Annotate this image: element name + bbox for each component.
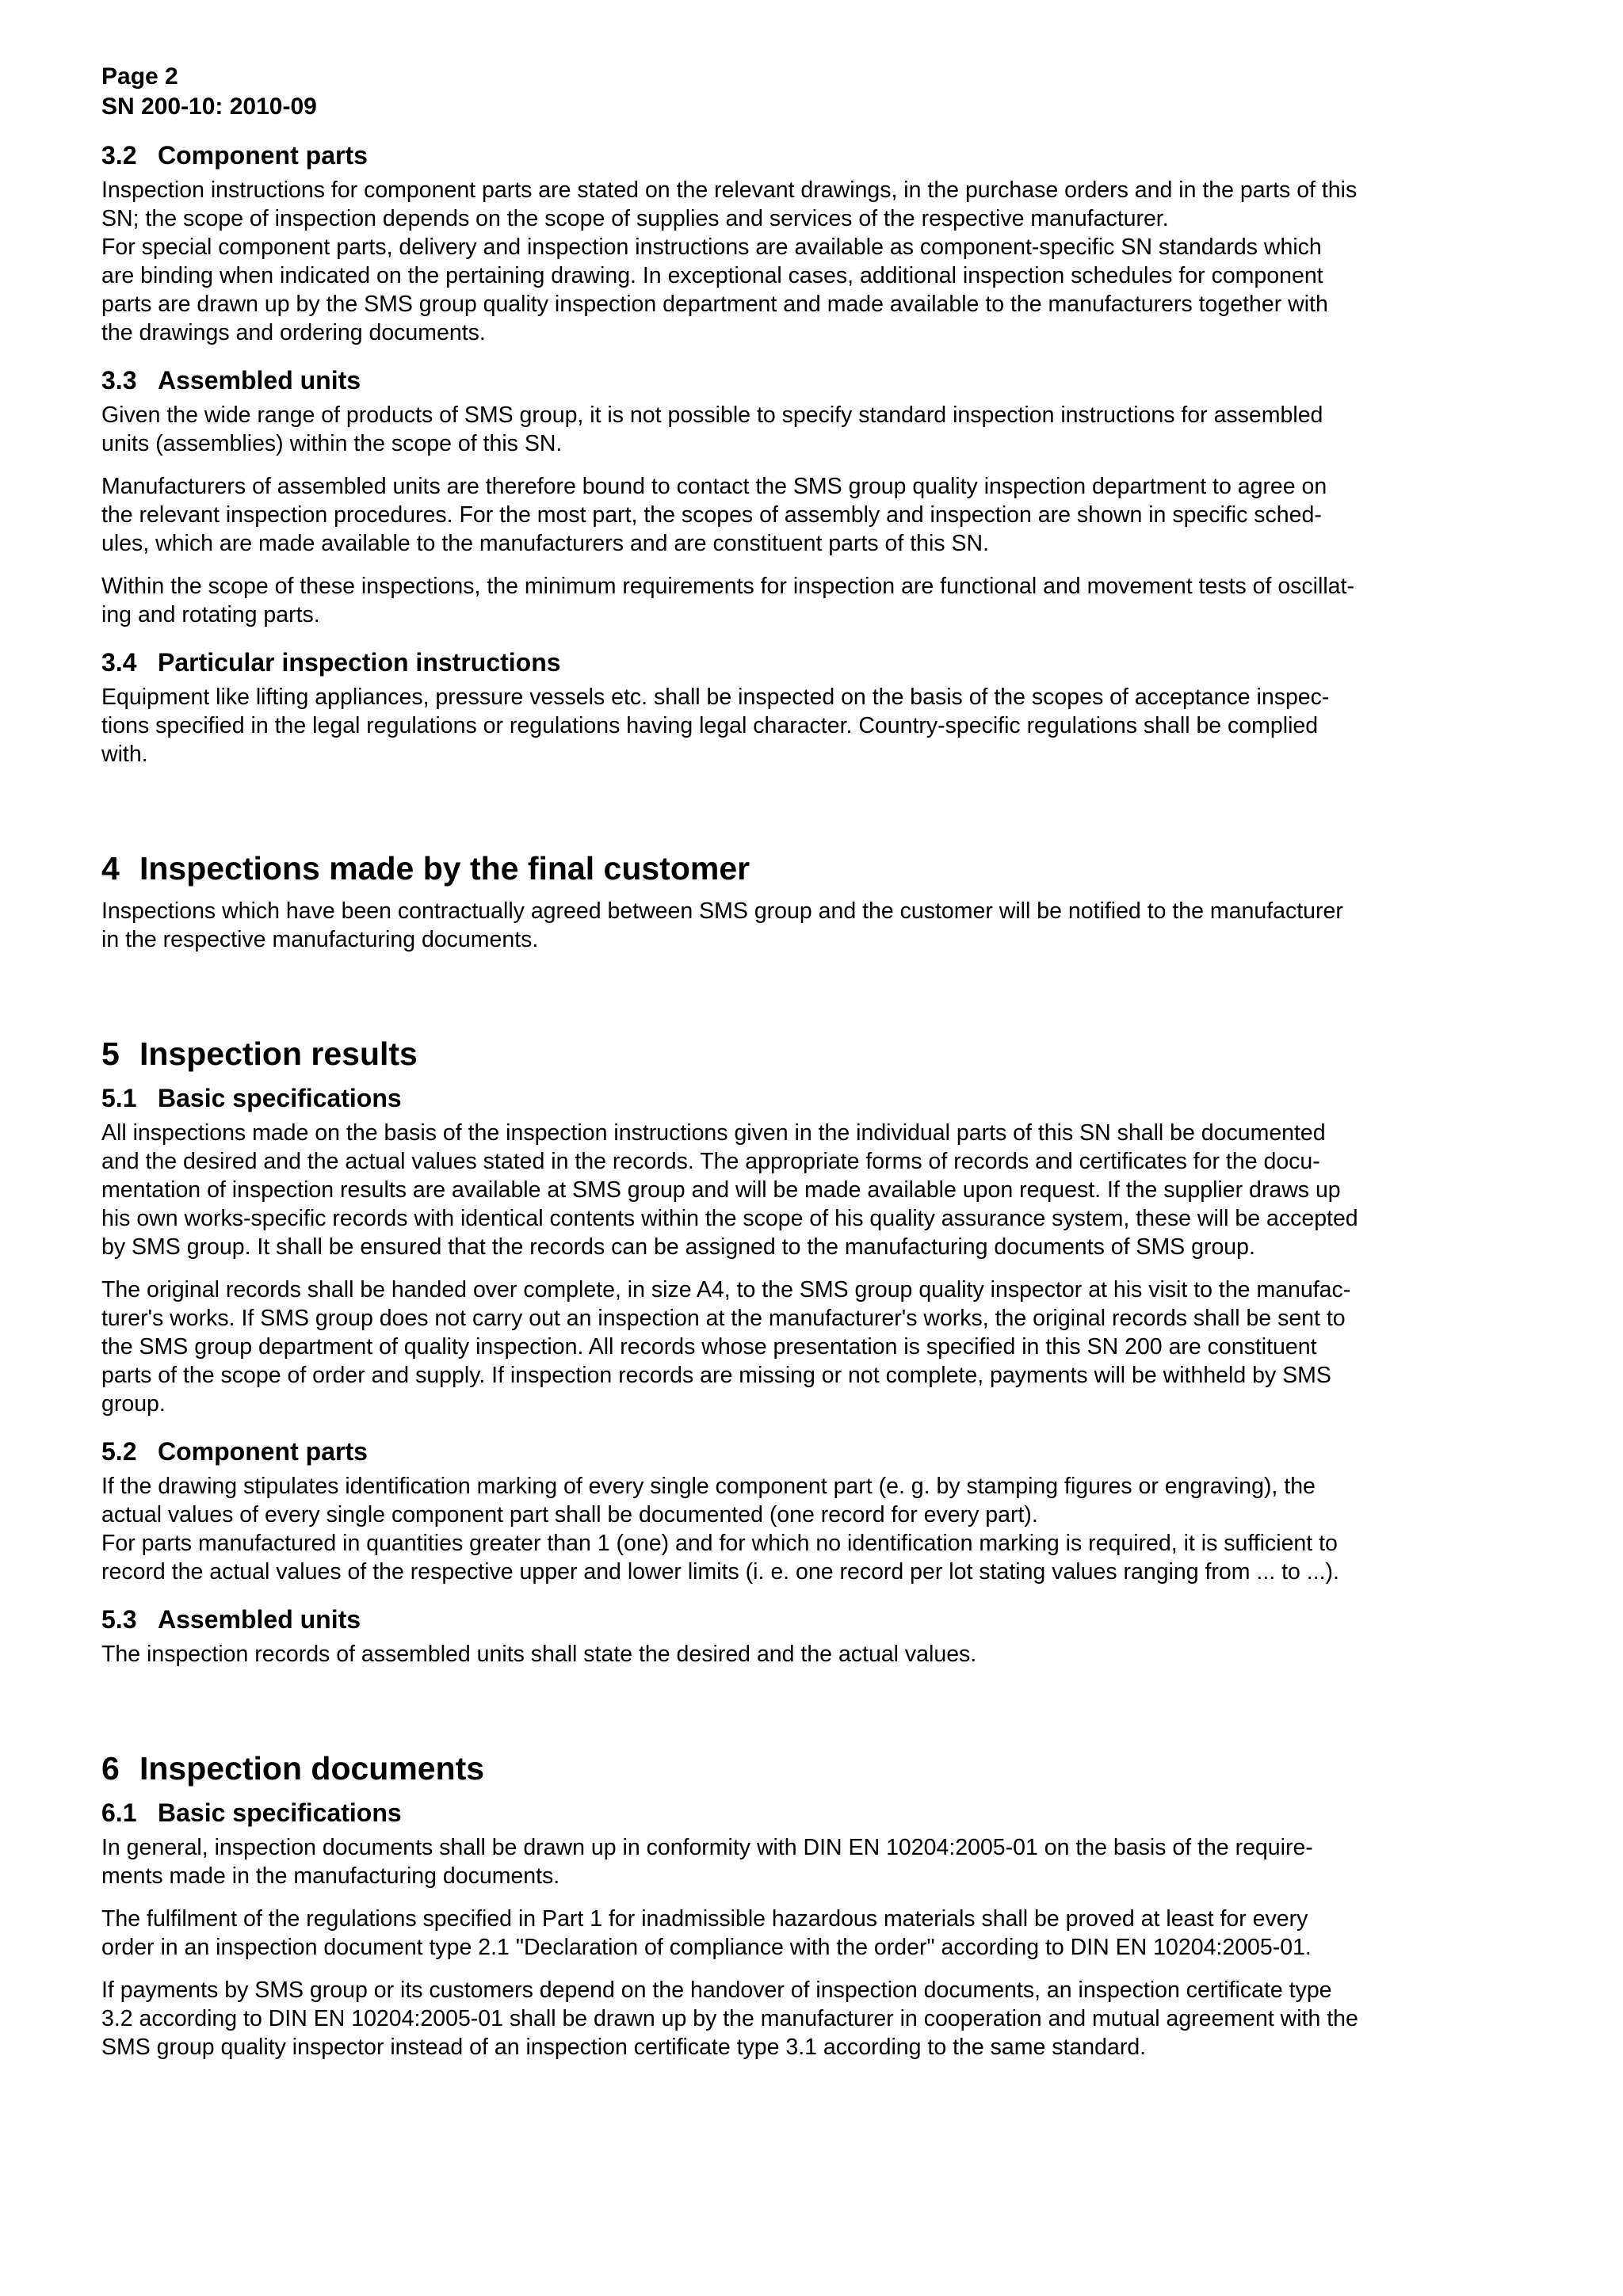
section-heading-6-1 bbox=[101, 1797, 1496, 1829]
section-title: Component parts bbox=[158, 141, 368, 170]
section-title: Assembled units bbox=[158, 366, 361, 395]
section-number: 3.2 bbox=[101, 141, 137, 170]
section-heading-5-2 bbox=[101, 1436, 1496, 1467]
paragraph: Equipment like lifting appliances, pressure vessels etc. shall be inspected on the basis of the scopes of acceptance inspec- tions specified in the legal regulations or regulations having legal character. Country-specific regulations shall be complied with. bbox=[101, 685, 1330, 767]
section-number: 5.3 bbox=[101, 1605, 137, 1634]
page-number: Page 2 bbox=[101, 63, 178, 90]
document-page bbox=[101, 62, 1496, 2061]
section-number: 6 bbox=[101, 1750, 120, 1787]
paragraph: The inspection records of assembled units shall state the desired and the actual values. bbox=[101, 1642, 977, 1667]
paragraph: The original records shall be handed over complete, in size A4, to the SMS group quality inspector at his visit to the manufac- turer's works. If SMS group does not carry out an inspection at the manufacturer's works, the original records shall be sent to the SMS group department of quality inspection. All records whose presentation is specified in this SN 200 are constituent parts of the scope of order and supply. If inspection records are missing or not complete, payments will be withheld by SMS group. bbox=[101, 1277, 1351, 1417]
section-title: Basic specifications bbox=[158, 1084, 402, 1112]
section-heading-5-3 bbox=[101, 1604, 1496, 1635]
section-title: Inspections made by the final customer bbox=[139, 850, 750, 887]
section-title: Component parts bbox=[158, 1437, 368, 1466]
section-heading-3-2 bbox=[101, 139, 1496, 171]
paragraph: Manufacturers of assembled units are therefore bound to contact the SMS group quality inspection department to agree on the relevant inspection procedures. For the most part, the scopes of assembly and inspection are shown in specific sched- ules, which are made available to the manufacturers and are constituent parts of this SN. bbox=[101, 474, 1327, 556]
section-title: Inspection documents bbox=[139, 1750, 485, 1787]
paragraph: Inspection instructions for component parts are stated on the relevant drawings, in the purchase orders and in the parts of this SN; the scope of inspection depends on the scope of supplies and services of the respective manufacturer. For special component parts, delivery and inspection instructions are available as component-specific SN standards which are binding when indicated on the pertaining drawing. In exceptional cases, additional inspection schedules for component parts are drawn up by the SMS group quality inspection department and made available to the manufacturers together with the drawings and ordering documents. bbox=[101, 177, 1358, 345]
section-heading-3-4 bbox=[101, 646, 1496, 678]
section-number: 6.1 bbox=[101, 1798, 137, 1827]
paragraph: Inspections which have been contractually agreed between SMS group and the customer will be notified to the manufacturer in the respective manufacturing documents. bbox=[101, 898, 1343, 952]
section-title: Assembled units bbox=[158, 1605, 361, 1634]
section-heading-5 bbox=[101, 1035, 1496, 1073]
section-number: 3.3 bbox=[101, 366, 137, 395]
paragraph: Within the scope of these inspections, the minimum requirements for inspection are functional and movement tests of oscillat- ing and rotating parts. bbox=[101, 574, 1354, 627]
section-heading-4 bbox=[101, 849, 1496, 887]
section-heading-3-3 bbox=[101, 364, 1496, 396]
paragraph: In general, inspection documents shall be drawn up in conformity with DIN EN 10204:2005-01 on the basis of the require- ments made in the manufacturing documents. bbox=[101, 1835, 1313, 1889]
section-number: 5 bbox=[101, 1035, 120, 1072]
paragraph: If the drawing stipulates identification marking of every single component part (e. g. by stamping figures or engraving), the actual values of every single component part shall be documented (one record for every part). For parts manufactured in quantities greater than 1 (one) and for which no identification marking is required, it is sufficient to record the actual values of the respective upper and lower limits (i. e. one record per lot stating values ranging from ... to ...). bbox=[101, 1474, 1339, 1585]
section-number: 5.1 bbox=[101, 1084, 137, 1112]
section-number: 3.4 bbox=[101, 648, 137, 677]
section-heading-6 bbox=[101, 1749, 1496, 1787]
section-title: Basic specifications bbox=[158, 1798, 402, 1827]
section-number: 5.2 bbox=[101, 1437, 137, 1466]
standard-identifier: SN 200-10: 2010-09 bbox=[101, 93, 317, 120]
paragraph: All inspections made on the basis of the inspection instructions given in the individual parts of this SN shall be documented and the desired and the actual values stated in the records. The appropriate forms of records and certificates for the docu- mentation of inspection results are available at SMS group and will be made available upon request. If the supplier draws up his own works-specific records with identical contents within the scope of his quality assurance system, these will be accepted by SMS group. It shall be ensured that the records can be assigned to the manufacturing documents of SMS group. bbox=[101, 1120, 1358, 1260]
section-heading-5-1 bbox=[101, 1082, 1496, 1114]
section-number: 4 bbox=[101, 850, 120, 887]
section-title: Inspection results bbox=[139, 1035, 418, 1072]
section-title: Particular inspection instructions bbox=[158, 648, 561, 677]
paragraph: The fulfilment of the regulations specified in Part 1 for inadmissible hazardous materials shall be proved at least for every order in an inspection document type 2.1 "Declaration of compliance with the order" according to DIN EN 10204:2005-01. bbox=[101, 1906, 1312, 1960]
paragraph: If payments by SMS group or its customers depend on the handover of inspection documents, an inspection certificate type 3.2 according to DIN EN 10204:2005-01 shall be drawn up by the manufacturer in cooperation and mutual agreement with the SMS group quality inspector instead of an inspection certificate type 3.1 according to the same standard. bbox=[101, 1978, 1358, 2060]
paragraph: Given the wide range of products of SMS group, it is not possible to specify standard inspection instructions for assembled units (assemblies) within the scope of this SN. bbox=[101, 402, 1323, 456]
